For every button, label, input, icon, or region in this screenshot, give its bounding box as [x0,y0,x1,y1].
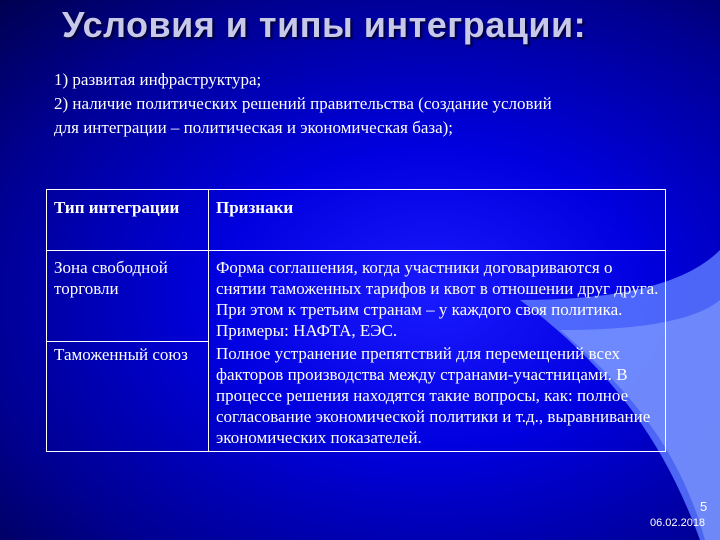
slide-title: Условия и типы интеграции: [62,4,587,45]
integration-signs-cell: Форма соглашения, когда участники договариваются о снятии таможенных тарифов и квот в отношении друг друга. При этом к третьим странам – у каждого своя политика. Примеры: НАФТА, ЕЭС. [209,251,666,342]
slide-date: 06.02.2018 [650,517,706,529]
table-row [47,341,666,452]
table-row [47,251,666,342]
intro-line: 2) наличие политических решений правительства (создание условий [54,94,552,113]
integration-type-cell: Зона свободной торговли [47,251,209,342]
column-header-signs: Признаки [209,190,666,251]
slide-number: 5 [700,499,708,514]
integration-type-cell: Таможенный союз [47,341,209,452]
intro-list [54,68,694,140]
intro-line: для интеграции – политическая и экономическая база); [54,118,454,137]
integration-types-table [46,189,666,452]
integration-signs-cell: Полное устранение препятствий для перемещений всех факторов производства между странами-участницами. В процессе решения находятся такие вопросы, как: полное согласование экономической политики и т.д., выравнивание экономических показателей. [209,341,666,452]
table-header-row [47,190,666,251]
intro-line: 1) развитая инфраструктура; [54,70,262,89]
column-header-type: Тип интеграции [47,190,209,251]
